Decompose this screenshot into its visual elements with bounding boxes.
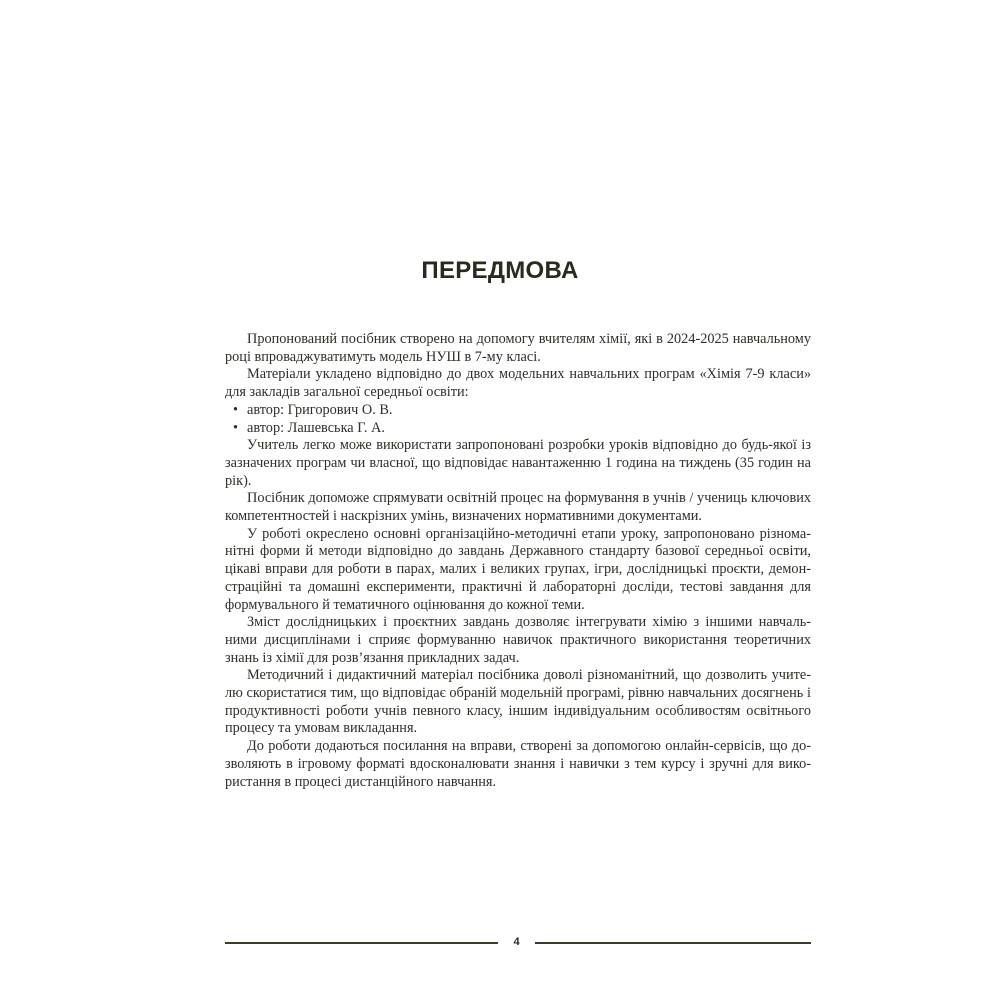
footer-rule-left xyxy=(225,942,498,944)
paragraph-intro: Пропонований посібник створено на допомогу вчителям хімії, які в 2024-2025 навчальному році впроваджуватимуть модель НУШ в 7-му класі. xyxy=(225,331,811,365)
paragraph-online: До роботи додаються посилання на вправи, створені за допомогою онлайн-сервісів, що дозволяють в ігровому форматі вдосконалювати знання і навички з тем курсу і зручні для використання в процесі дистанційного навчання. xyxy=(225,738,811,790)
author-list xyxy=(225,402,811,437)
preface-body xyxy=(225,331,811,791)
list-item xyxy=(225,402,811,420)
author-label: автор: Лашевська Г. А. xyxy=(247,419,385,436)
paragraph-programs: Матеріали укладено відповідно до двох модельних навчальних програм «Хімія 7-9 класи» для закладів загальної середньої освіти: xyxy=(225,366,811,401)
bullet-icon: • xyxy=(233,419,239,436)
paragraph-methods: У роботі окреслено основні організаційно-методичні етапи уроку, запропоновано різноманітні форми й методи відповідно до завдань Державного стандарту базової середньої освіти, цікаві вправи для роботи в парах, малих і великих групах, ігри, дослідницькі проєкти, демонстраційні та домашні експерименти, практичні й лабораторні досліди, тестові завдання для формувального й тематичного оцінювання до кожної теми. xyxy=(225,525,811,613)
bullet-icon: • xyxy=(233,401,239,418)
page-number: 4 xyxy=(513,936,520,948)
list-item xyxy=(225,420,811,438)
footer-rule-right xyxy=(535,942,811,944)
page-title: ПЕРЕДМОВА xyxy=(421,257,579,284)
paragraph-competences: Посібник допоможе спрямувати освітній процес на формування в учнів / учениць ключових компетентностей і наскрізних умінь, визначених нормативними документами. xyxy=(225,490,811,525)
page-footer xyxy=(225,934,811,950)
author-label: автор: Григорович О. В. xyxy=(247,401,393,418)
paragraph-teacher: Учитель легко може використати запропоновані розробки уроків відповідно до будь-якої із зазначених програм чи власної, що відповідає навантаженню 1 година на тиждень (35 годин на рік). xyxy=(225,437,811,489)
paragraph-material: Методичний і дидактичний матеріал посібника доволі різноманітний, що дозволить учителю скористатися тим, що відповідає обраній модельній програмі, рівню навчальних досягнень і продуктивності роботи учнів певного класу, іншим індивідуальним особливостям освітнього процесу та умовам викладання. xyxy=(225,667,811,737)
paragraph-research: Зміст дослідницьких і проєктних завдань дозволяє інтегрувати хімію з іншими навчальними дисциплінами і сприяє формуванню навичок практичного використання теоретичних знань із хімії для розв’язання прикладних задач. xyxy=(225,614,811,666)
